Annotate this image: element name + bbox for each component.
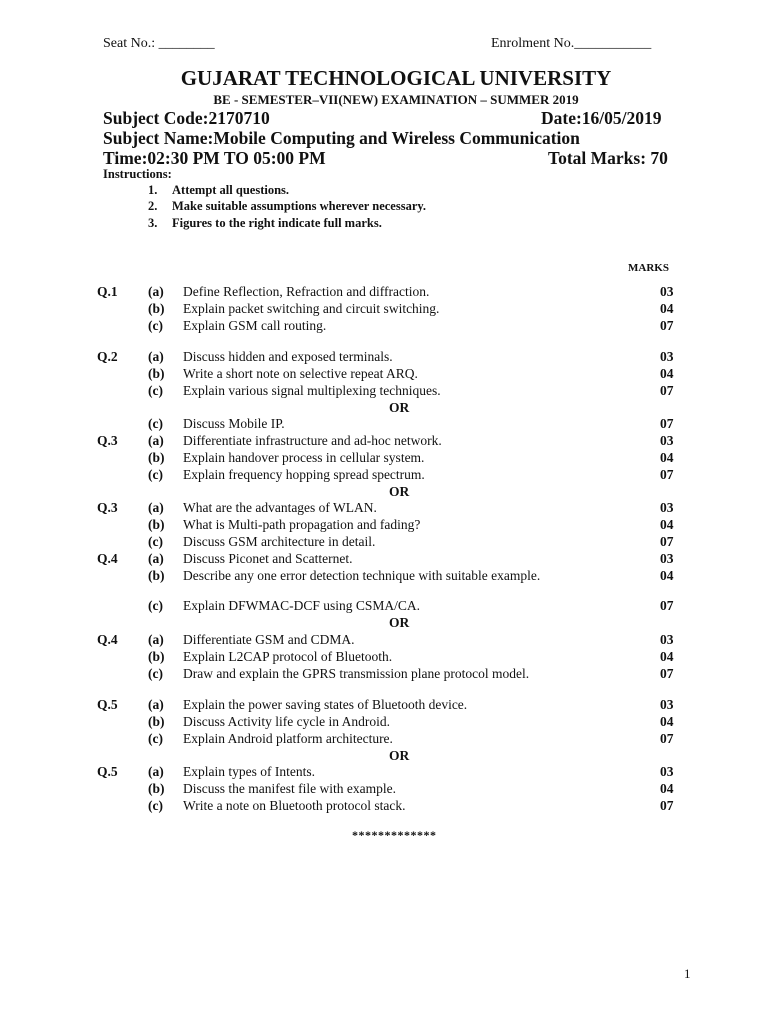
instruction-number: 2.	[148, 199, 158, 213]
seat-number-field: Seat No.: ________	[103, 36, 215, 51]
examination-title: BE - SEMESTER–VII(NEW) EXAMINATION – SUMMER 2019	[213, 92, 579, 107]
question-row	[0, 301, 768, 318]
question-text: Draw and explain the GPRS transmission plane protocol model.	[183, 666, 530, 681]
instruction-text: Attempt all questions.	[172, 183, 290, 197]
sub-question-label: (c)	[148, 383, 163, 398]
question-text: Explain L2CAP protocol of Bluetooth.	[183, 649, 393, 664]
question-row	[0, 366, 768, 383]
instruction-text: Make suitable assumptions wherever necessary.	[172, 199, 427, 213]
question-text: Explain handover process in cellular system.	[183, 450, 425, 465]
or-divider: OR	[389, 400, 410, 415]
question-text: Explain Android platform architecture.	[183, 731, 393, 746]
sub-question-label: (c)	[148, 598, 163, 613]
question-text: What are the advantages of WLAN.	[183, 500, 377, 515]
sub-question-label: (b)	[148, 714, 165, 729]
question-marks: 07	[660, 798, 674, 813]
question-marks: 07	[660, 598, 674, 613]
question-text: What is Multi-path propagation and fading?	[183, 517, 421, 532]
question-text: Differentiate GSM and CDMA.	[183, 632, 355, 647]
or-divider: OR	[389, 615, 410, 630]
question-text: Discuss Activity life cycle in Android.	[183, 714, 390, 729]
sub-question-label: (b)	[148, 450, 165, 465]
question-marks: 03	[660, 349, 674, 364]
question-row	[0, 450, 768, 467]
question-marks: 04	[660, 568, 674, 583]
question-text: Discuss the manifest file with example.	[183, 781, 396, 796]
instruction-item	[148, 199, 426, 214]
question-number: Q.3	[97, 500, 118, 515]
question-text: Explain the power saving states of Bluetooth device.	[183, 697, 468, 712]
question-row	[0, 551, 768, 568]
question-row	[0, 500, 768, 517]
instruction-item	[148, 216, 382, 231]
question-text: Discuss hidden and exposed terminals.	[183, 349, 393, 364]
question-number: Q.4	[97, 551, 118, 566]
question-marks: 04	[660, 450, 674, 465]
end-of-paper-marker: *************	[352, 828, 437, 842]
question-row	[0, 467, 768, 484]
question-text: Explain various signal multiplexing techniques.	[183, 383, 441, 398]
subject-name: Subject Name:Mobile Computing and Wireless Communication	[103, 128, 580, 148]
sub-question-label: (b)	[148, 649, 165, 664]
instruction-number: 1.	[148, 183, 158, 197]
question-marks: 04	[660, 781, 674, 796]
question-marks: 03	[660, 632, 674, 647]
question-number: Q.1	[97, 284, 118, 299]
question-marks: 07	[660, 467, 674, 482]
question-row	[0, 731, 768, 748]
sub-question-label: (c)	[148, 798, 163, 813]
question-text: Describe any one error detection technique with suitable example.	[183, 568, 541, 583]
sub-question-label: (b)	[148, 366, 165, 381]
question-marks: 07	[660, 318, 674, 333]
sub-question-label: (a)	[148, 632, 164, 647]
question-text: Write a note on Bluetooth protocol stack.	[183, 798, 406, 813]
sub-question-label: (a)	[148, 349, 164, 364]
question-row	[0, 517, 768, 534]
question-row	[0, 284, 768, 301]
question-marks: 04	[660, 366, 674, 381]
instruction-text: Figures to the right indicate full marks.	[172, 216, 382, 230]
question-row	[0, 666, 768, 683]
sub-question-label: (a)	[148, 764, 164, 779]
question-marks: 07	[660, 534, 674, 549]
sub-question-label: (c)	[148, 318, 163, 333]
question-marks: 07	[660, 666, 674, 681]
sub-question-label: (a)	[148, 284, 164, 299]
question-text: Define Reflection, Refraction and diffraction.	[183, 284, 430, 299]
sub-question-label: (c)	[148, 731, 163, 746]
question-text: Discuss GSM architecture in detail.	[183, 534, 376, 549]
sub-question-label: (b)	[148, 781, 165, 796]
question-text: Differentiate infrastructure and ad-hoc network.	[183, 433, 442, 448]
sub-question-label: (a)	[148, 500, 164, 515]
sub-question-label: (a)	[148, 697, 164, 712]
sub-question-label: (b)	[148, 568, 165, 583]
question-text: Explain DFWMAC-DCF using CSMA/CA.	[183, 598, 421, 613]
instruction-item	[148, 183, 289, 198]
question-row	[0, 318, 768, 335]
question-marks: 04	[660, 517, 674, 532]
question-text: Write a short note on selective repeat ARQ.	[183, 366, 418, 381]
sub-question-label: (a)	[148, 551, 164, 566]
marks-column-heading: MARKS	[628, 262, 669, 274]
exam-date: Date:16/05/2019	[541, 108, 662, 128]
question-text: Explain GSM call routing.	[183, 318, 327, 333]
question-row	[0, 568, 768, 585]
sub-question-label: (c)	[148, 467, 163, 482]
question-row	[0, 764, 768, 781]
question-text: Discuss Mobile IP.	[183, 416, 285, 431]
question-marks: 07	[660, 416, 674, 431]
question-marks: 03	[660, 284, 674, 299]
question-number: Q.3	[97, 433, 118, 448]
sub-question-label: (c)	[148, 534, 163, 549]
subject-code: Subject Code:2170710	[103, 108, 270, 128]
question-row	[0, 649, 768, 666]
question-number: Q.4	[97, 632, 118, 647]
page-number: 1	[684, 966, 691, 981]
question-text: Discuss Piconet and Scatternet.	[183, 551, 353, 566]
question-marks: 03	[660, 500, 674, 515]
sub-question-label: (c)	[148, 416, 163, 431]
question-marks: 03	[660, 697, 674, 712]
question-row	[0, 632, 768, 649]
question-row	[0, 598, 768, 615]
question-row	[0, 714, 768, 731]
question-marks: 03	[660, 764, 674, 779]
question-marks: 04	[660, 714, 674, 729]
instructions-title: Instructions:	[103, 167, 172, 181]
university-title: GUJARAT TECHNOLOGICAL UNIVERSITY	[180, 66, 612, 90]
question-marks: 07	[660, 731, 674, 746]
total-marks: Total Marks: 70	[548, 148, 668, 168]
question-marks: 07	[660, 383, 674, 398]
question-row	[0, 383, 768, 400]
question-row	[0, 349, 768, 366]
or-divider: OR	[389, 484, 410, 499]
sub-question-label: (a)	[148, 433, 164, 448]
exam-time: Time:02:30 PM TO 05:00 PM	[103, 148, 326, 168]
enrolment-number-field: Enrolment No.___________	[491, 36, 652, 51]
question-row	[0, 534, 768, 551]
instruction-number: 3.	[148, 216, 158, 230]
sub-question-label: (b)	[148, 517, 165, 532]
question-text: Explain types of Intents.	[183, 764, 315, 779]
question-marks: 03	[660, 433, 674, 448]
question-row	[0, 416, 768, 433]
sub-question-label: (b)	[148, 301, 165, 316]
question-row	[0, 798, 768, 815]
question-number: Q.2	[97, 349, 118, 364]
question-number: Q.5	[97, 764, 118, 779]
question-row	[0, 433, 768, 450]
or-divider: OR	[389, 748, 410, 763]
question-number: Q.5	[97, 697, 118, 712]
question-text: Explain packet switching and circuit switching.	[183, 301, 440, 316]
question-text: Explain frequency hopping spread spectrum.	[183, 467, 425, 482]
question-row	[0, 697, 768, 714]
question-marks: 04	[660, 649, 674, 664]
question-marks: 03	[660, 551, 674, 566]
question-row	[0, 781, 768, 798]
sub-question-label: (c)	[148, 666, 163, 681]
question-marks: 04	[660, 301, 674, 316]
